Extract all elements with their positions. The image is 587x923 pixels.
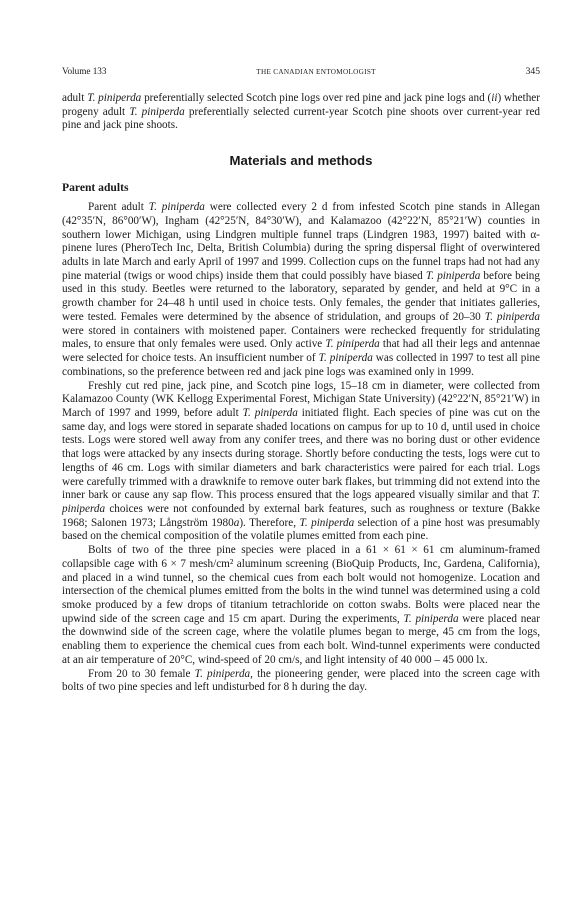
text-run: , the pioneering gender, were placed into the screen cage with bolts of two pine species and left undisturbed for 8 h during the day.	[62, 667, 540, 694]
intro-paragraph-end	[62, 92, 540, 133]
italic-text-run: T. piniperda	[242, 406, 298, 419]
text-run: that had all their legs and antennae were selected for choice tests. An insufficient number of	[62, 338, 541, 365]
text-run: were collected every 2 d from infested Scotch pine stands in Allegan (42°35′N, 86°00′W), Ingham (42°25′N, 84°30′W), and Kalamazoo (42°22′N, 85°21′W) counties in southern lower Michigan, using Lindgren multiple funnel traps (Lindgren 1983, 1997) baited with α-pinene lures (PheroTech Inc, Delta, British Columbia) during the spring dispersal flight of overwintered adults in late March and early April of 1997 and 1999. Collection cups on the funnel traps had not had any pine material (twigs or wood chips) inside them that could possibly have biased	[62, 201, 541, 282]
text-run: ). Therefore,	[239, 516, 300, 529]
journal-title: THE CANADIAN ENTOMOLOGIST	[256, 68, 376, 76]
italic-text-run: ii	[491, 92, 498, 104]
running-head	[62, 66, 540, 77]
body-paragraph	[62, 201, 540, 379]
text-run: Freshly cut red pine, jack pine, and Scotch pine logs, 15–18 cm in diameter, were collected from Kalamazoo County (WK Kellogg Experimental Forest, Michigan State University) (42°22′N, 85°21′W) in March of 1997 and 1999, before adult	[62, 379, 540, 419]
text-run: were placed near the downwind side of the screen cage, where the volatile plumes began to merge, 45 cm from the logs, enabling them to experience the chemical cues from each bolt. Wind-tunnel experiments were conducted at an air temperature of 20°C, wind-speed of 20 cm/s, and light intensity of 40 000 – 45 000 lx.	[62, 612, 541, 666]
section-heading: Materials and methods	[229, 153, 373, 169]
text-run: were stored in containers with moistened paper. Containers were rechecked frequently for stridulating males, to ensure that only females were used. Only active	[62, 324, 540, 351]
italic-text-run: T. piniperda	[318, 352, 373, 365]
text-run: Bolts of two of the three pine species were placed in a 61 × 61 × 61 cm aluminum-framed collapsible cage with 6 × 7 mesh/cm² aluminum screening (BioQuip Products, Inc, Gardena, California), and placed in a wind tunnel, so the chemical cues from each bolt would not homogenize. Location and intersection of the chemical plumes emitted from the bolts in the wind tunnel was determined using a cold smoke produced by a few drops of titanium tetrachloride on cotton swabs. Bolts were placed near the upwind side of the screen cage and 15 cm apart. During the experiments,	[62, 544, 540, 625]
subsection-heading: Parent adults	[62, 181, 129, 195]
italic-text-run: T. piniperda	[425, 269, 481, 282]
italic-text-run: a	[233, 516, 240, 529]
text-run: preferentially selected Scotch pine logs over red pine and jack pine logs and (	[141, 92, 492, 104]
italic-text-run: T. piniperda	[299, 516, 355, 529]
body-paragraph	[62, 544, 540, 667]
text-run: ) whether progeny adult	[62, 92, 541, 118]
text-run: From 20 to 30 female	[88, 667, 195, 680]
journal-page	[62, 66, 540, 695]
text-run: before being used in this study. Beetles were returned to the laboratory, separated by gender, and held at 9°C in a growth chamber for 24–48 h until used in choice tests. Only females, the gender that initiates galleries, were tested. Females were determined by the absence of stridulation, and groups of 20–30	[62, 269, 540, 323]
italic-text-run: T. piniperda	[62, 489, 540, 515]
italic-text-run: T. piniperda	[87, 92, 142, 104]
text-run: selection of a pine host was presumably based on the chemical composition of the volatile plumes emitted from each pine.	[62, 516, 540, 543]
text-run: Parent adult	[88, 201, 149, 214]
text-run: adult	[62, 92, 88, 104]
volume-label: Volume 133	[62, 66, 107, 76]
text-run: was collected in 1997 to test all pine combinations, so the preference between red and jack pine logs was examined only in 1999.	[62, 352, 541, 378]
page-number: 345	[525, 66, 540, 77]
italic-text-run: T. piniperda	[148, 201, 205, 214]
italic-text-run: T. piniperda	[129, 105, 185, 118]
body-paragraph	[62, 380, 540, 545]
italic-text-run: T. piniperda	[484, 310, 540, 323]
text-run: initiated flight. Each species of pine was cut on the same day, and logs were stored in separate shaded locations on campus for up to 10 d, until used in choice tests. Logs were stored well away from any conifer trees, and there was no boring dust or other evidence that logs were attacked by any insects during storage. Shortly before conducting the tests, logs were cut to lengths of 46 cm. Logs with similar diameters and bark characteristics were paired for each trial. Logs were carefully trimmed with a drawknife to remove outer bark flakes, but trimming did not extend into the inner bark or cause any sap flow. This process ensured that the logs appeared visually similar and that	[62, 406, 541, 502]
italic-text-run: T. piniperda	[403, 612, 459, 625]
italic-text-run: T. piniperda	[325, 338, 380, 351]
body-paragraph	[62, 668, 540, 695]
text-run: choices were not confounded by external bark features, such as roughness or texture (Bakke 1968; Salonen 1973; Långström 1980	[62, 502, 540, 529]
italic-text-run: T. piniperda	[194, 667, 251, 680]
text-run: preferentially selected current-year Scotch pine shoots over current-year red pine and jack pine shoots.	[62, 105, 541, 132]
